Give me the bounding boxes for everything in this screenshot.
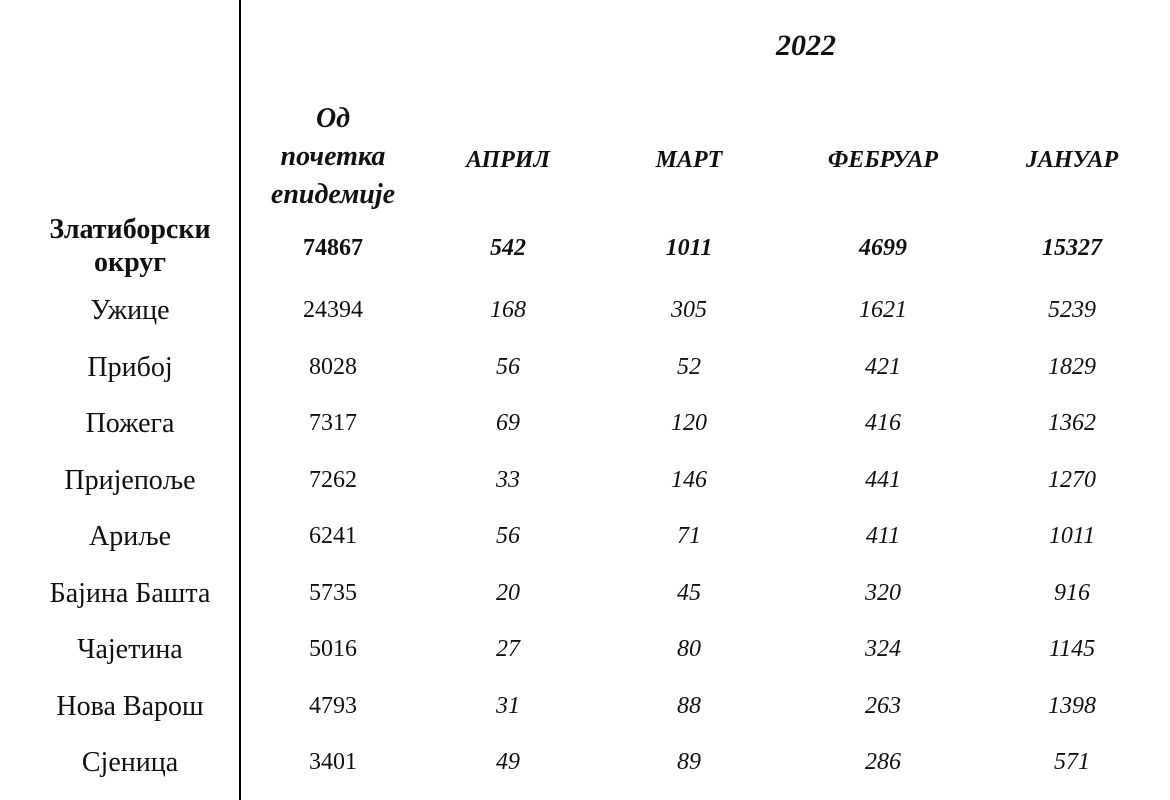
row-label: Сјеница [81,746,179,778]
row-value-march: 52 [677,353,701,380]
row-value-february: 320 [865,579,901,606]
year-header: 2022 [776,28,836,62]
row-value-april: 56 [496,523,520,550]
row-value-march: 146 [671,466,707,493]
column-header-april: АПРИЛ [466,147,550,174]
row-value-february: 286 [865,749,901,776]
row-value-april: 56 [496,353,520,380]
row-value-january: 916 [1054,579,1090,606]
total-value-april: 542 [490,235,526,262]
row-label: Пријепоље [64,464,196,496]
row-value-january: 1270 [1048,466,1096,493]
row-value-january: 1011 [1048,523,1096,550]
row-value-since-start: 3401 [309,749,357,776]
row-value-january: 1145 [1048,636,1096,663]
row-label: Бајина Башта [49,577,211,609]
row-value-february: 441 [865,466,901,493]
row-value-april: 168 [490,297,526,324]
column-header-since-start: Од почетка епидемије [270,103,396,210]
total-value-march: 1011 [665,235,713,262]
row-value-april: 33 [496,466,520,493]
row-value-january: 1829 [1048,353,1096,380]
row-value-april: 69 [496,410,520,437]
row-label: Чајетина [77,633,183,665]
row-value-january: 1362 [1048,410,1096,437]
row-label: Прибој [87,351,173,383]
row-value-since-start: 7262 [309,466,357,493]
row-value-january: 5239 [1048,297,1096,324]
total-row-label: Златиборски округ [49,214,211,278]
row-value-february: 1621 [859,297,907,324]
column-header-january: ЈАНУАР [1025,147,1119,174]
row-value-since-start: 24394 [303,297,363,324]
total-value-since-start: 74867 [303,235,363,262]
row-value-since-start: 5735 [309,579,357,606]
row-value-february: 421 [865,353,901,380]
row-value-january: 1398 [1048,692,1096,719]
row-value-march: 89 [677,749,701,776]
row-label: Ужице [90,294,170,326]
row-value-april: 27 [496,636,520,663]
row-value-since-start: 5016 [309,636,357,663]
total-value-february: 4699 [859,235,907,262]
row-value-april: 20 [496,579,520,606]
row-value-march: 80 [677,636,701,663]
row-label: Ариље [89,520,171,552]
row-value-april: 31 [496,692,520,719]
row-value-march: 71 [677,523,701,550]
table-vertical-divider [239,0,241,800]
total-value-january: 15327 [1042,235,1102,262]
row-value-february: 411 [865,523,901,550]
row-value-march: 120 [671,410,707,437]
row-value-february: 416 [865,410,901,437]
row-value-april: 49 [496,749,520,776]
row-value-march: 88 [677,692,701,719]
row-value-january: 571 [1054,749,1090,776]
column-header-february: ФЕБРУАР [827,147,939,174]
row-value-february: 263 [865,692,901,719]
row-value-march: 45 [677,579,701,606]
row-label: Пожега [85,407,175,439]
row-value-since-start: 7317 [309,410,357,437]
row-label: Нова Варош [56,690,204,722]
row-value-since-start: 6241 [309,523,357,550]
row-value-since-start: 8028 [309,353,357,380]
column-header-march: МАРТ [655,147,723,174]
row-value-february: 324 [865,636,901,663]
row-value-march: 305 [671,297,707,324]
row-value-since-start: 4793 [309,692,357,719]
